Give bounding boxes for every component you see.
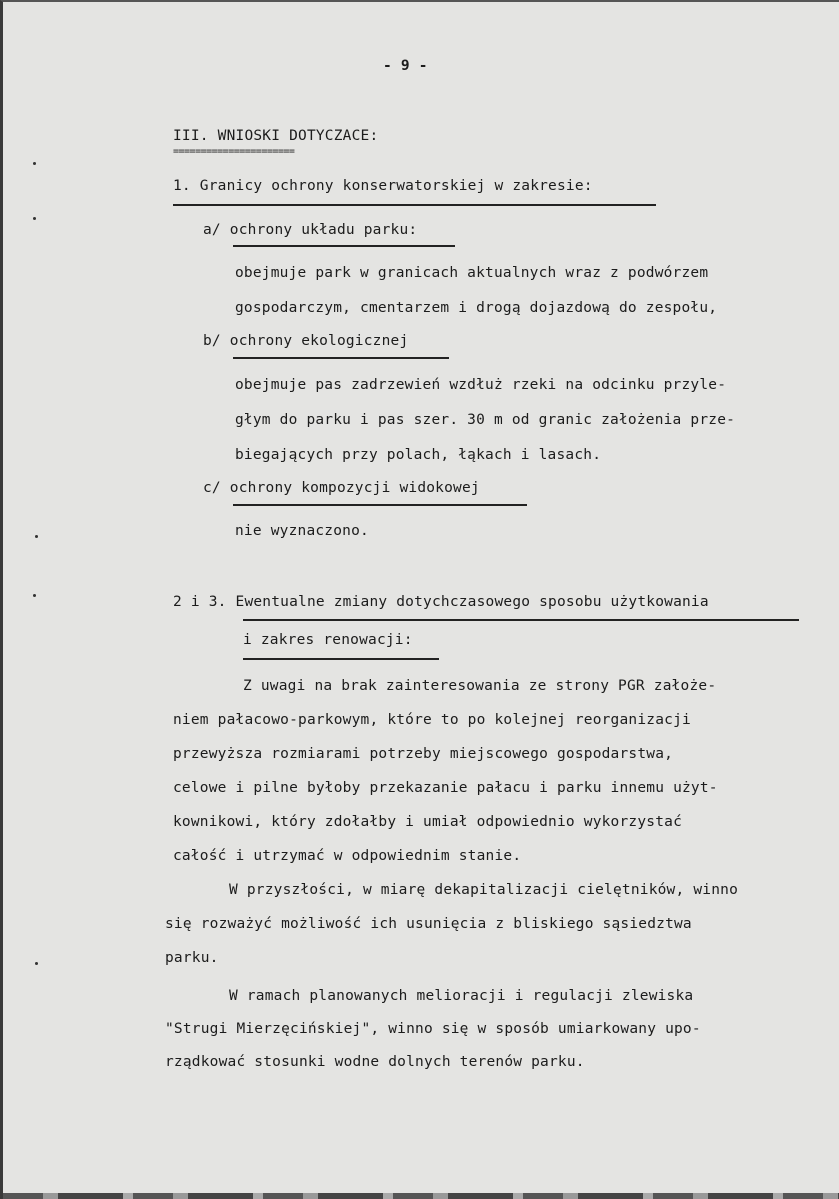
item1-b-line1: obejmuje pas zadrzewień wzdłuż rzeki na odcinku przyle- — [235, 377, 727, 393]
item23-title-line2: i zakres renowacji: — [243, 632, 413, 648]
item23-para1-line4: celowe i pilne byłoby przekazanie pałacu i parku innemu użyt- — [173, 780, 718, 796]
page-number: - 9 - — [383, 58, 428, 74]
item1-a-label: a/ ochrony układu parku: — [203, 222, 418, 238]
item1-c-underline — [233, 504, 527, 506]
item1-a-underline — [233, 245, 455, 247]
item23-title-underline1 — [243, 619, 799, 621]
item1-title: 1. Granicy ochrony konserwatorskiej w zakresie: — [173, 178, 593, 194]
section-heading-rule: ====================== — [173, 146, 295, 157]
item23-para3-line2: "Strugi Mierzęcińskiej", winno się w sposób umiarkowany upo- — [165, 1021, 701, 1037]
item23-para1-line3: przewyższa rozmiarami potrzeby miejscowego gospodarstwa, — [173, 746, 674, 762]
scan-speck — [33, 162, 36, 165]
item1-b-label: b/ ochrony ekologicznej — [203, 333, 409, 349]
item23-para2-line3: parku. — [165, 950, 219, 966]
section-heading: III. WNIOSKI DOTYCZACE: — [173, 128, 379, 144]
scan-speck — [35, 535, 38, 538]
item23-para1-line1: Z uwagi na brak zainteresowania ze strony PGR założe- — [243, 678, 717, 694]
item23-para2-line2: się rozważyć możliwość ich usunięcia z bliskiego sąsiedztwa — [165, 916, 692, 932]
item1-b-line3: biegających przy polach, łąkach i lasach. — [235, 447, 602, 463]
item23-title-underline2 — [243, 658, 439, 660]
item23-para3-line3: rządkować stosunki wodne dolnych terenów parku. — [165, 1054, 585, 1070]
item23-para1-line5: kownikowi, który zdołałby i umiał odpowiednio wykorzystać — [173, 814, 682, 830]
item23-title-line1: 2 i 3. Ewentualne zmiany dotychczasowego sposobu użytkowania — [173, 594, 709, 610]
scan-bottom-edge — [3, 1193, 839, 1199]
item23-para1-line6: całość i utrzymać w odpowiednim stanie. — [173, 848, 522, 864]
item23-para2-line1: W przyszłości, w miarę dekapitalizacji cielętników, winno — [229, 882, 738, 898]
scan-speck — [35, 962, 38, 965]
item1-title-underline — [173, 204, 656, 206]
item1-c-label: c/ ochrony kompozycji widokowej — [203, 480, 480, 496]
item1-b-line2: głym do parku i pas szer. 30 m od granic założenia prze- — [235, 412, 736, 428]
item23-para1-line2: niem pałacowo-parkowym, które to po kolejnej reorganizacji — [173, 712, 691, 728]
item1-b-underline — [233, 357, 449, 359]
item1-c-text: nie wyznaczono. — [235, 523, 369, 539]
scan-speck — [33, 217, 36, 220]
item23-para3-line1: W ramach planowanych melioracji i regulacji zlewiska — [229, 988, 694, 1004]
scan-speck — [33, 594, 36, 597]
item1-a-line2: gospodarczym, cmentarzem i drogą dojazdową do zespołu, — [235, 300, 718, 316]
item1-a-line1: obejmuje park w granicach aktualnych wraz z podwórzem — [235, 265, 709, 281]
